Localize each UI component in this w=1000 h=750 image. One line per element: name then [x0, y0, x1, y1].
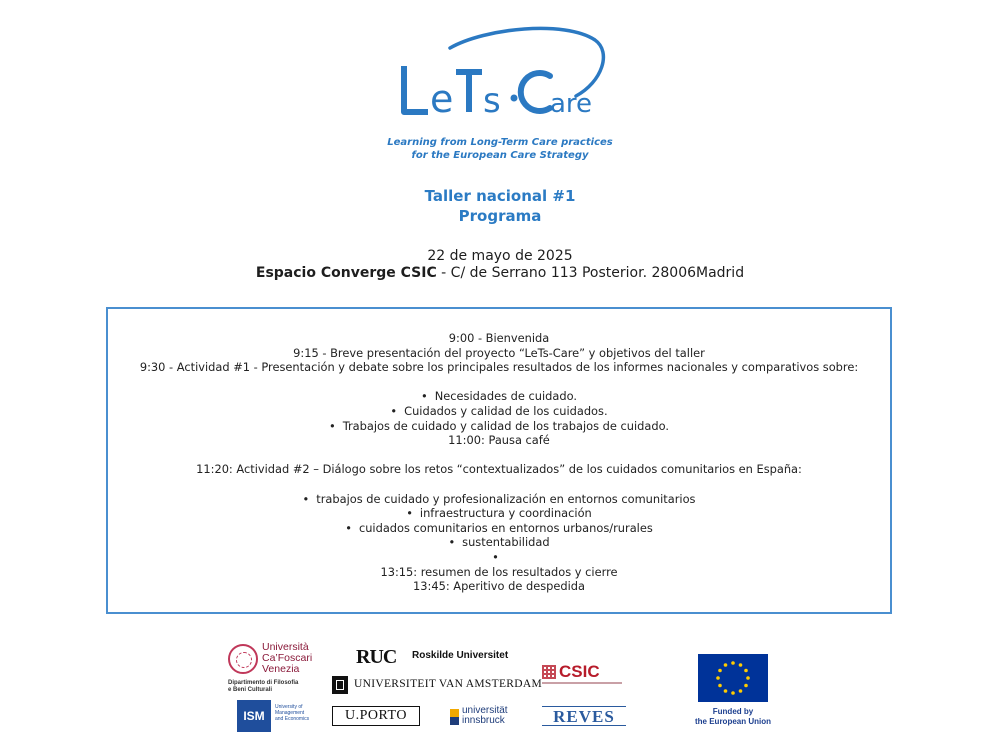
csic-grid-icon: [542, 665, 556, 679]
program-item-activity2: 11:20: Actividad #2 – Diálogo sobre los retos “contextualizados” de los cuidados comunitarios en España:: [196, 462, 802, 477]
csic-name: CSIC: [559, 662, 600, 681]
letscare-logo-mark: [390, 20, 610, 130]
activity2-bullet: • sustentabilidad: [108, 535, 890, 550]
reves-name: REVES: [542, 706, 626, 726]
svg-text:s: s: [483, 81, 501, 121]
cafoscari-name-line: Ca’Foscari: [262, 652, 313, 664]
cafoscari-dept-line: Dipartimento di Filosofia: [228, 680, 299, 686]
reves-logo: [542, 706, 626, 728]
program-item-welcome: 9:00 - Bienvenida: [448, 331, 550, 345]
letscare-logo: [0, 20, 1000, 165]
uporto-name: U.PORTO: [345, 708, 407, 723]
uva-name: UNIVERSITEIT VAN AMSTERDAM: [354, 678, 542, 690]
venue-name: Espacio Converge CSIC: [255, 265, 437, 281]
svg-text:are: are: [550, 89, 593, 119]
program-box: [106, 307, 892, 614]
cafoscari-dept-line: e Beni Culturali: [228, 687, 273, 693]
eu-caption-line: Funded by: [712, 707, 754, 716]
innsbruck-name-line: universität: [462, 705, 508, 716]
program-list: [108, 331, 890, 594]
ruc-logo: [356, 646, 516, 668]
program-item-coffee: 11:00: Pausa café: [448, 433, 550, 448]
event-date: 22 de mayo de 2025: [427, 248, 573, 264]
eu-caption-line: the European Union: [695, 717, 771, 726]
cafoscari-name-line: Venezia: [262, 663, 300, 675]
innsbruck-logo: [450, 706, 530, 732]
ruc-mark: RUC: [356, 646, 397, 668]
partner-logos: [0, 636, 1000, 746]
program-item-farewell: 13:45: Aperitivo de despedida: [413, 579, 585, 594]
logo-tagline-line2: for the European Care Strategy: [411, 150, 589, 161]
ism-text-line: University of: [275, 704, 303, 710]
ism-text-line: and Economics: [275, 716, 310, 722]
eu-flag-icon: [698, 654, 768, 702]
activity2-bullet: • infraestructura y coordinación: [108, 506, 890, 521]
ruc-name: Roskilde Universitet: [412, 650, 509, 661]
program-item-summary: 13:15: resumen de los resultados y cierre: [380, 564, 618, 579]
program-item-presentation: 9:15 - Breve presentación del proyecto “LeTs-Care” y objetivos del taller: [293, 345, 705, 360]
svg-text:e: e: [430, 77, 454, 121]
activity1-bullet: • Cuidados y calidad de los cuidados.: [108, 404, 890, 419]
eu-logo: [696, 654, 770, 748]
activity1-bullet: • Trabajos de cuidado y calidad de los trabajos de cuidado.: [108, 419, 890, 434]
activity1-bullet: • Necesidades de cuidado.: [108, 389, 890, 404]
innsbruck-name-line: innsbruck: [462, 715, 505, 726]
uva-emblem-icon: [332, 676, 348, 694]
activity2-bullet-empty: [108, 550, 890, 565]
csic-logo: [542, 662, 622, 688]
innsbruck-mark-icon: [450, 709, 459, 725]
program-item-activity1: 9:30 - Actividad #1 - Presentación y debate sobre los principales resultados de los informes nacionales y comparativos sobre:: [139, 360, 859, 375]
uva-logo: [332, 674, 542, 696]
logo-tagline-line1: Learning from Long-Term Care practices: [387, 137, 613, 148]
activity2-bullet: • cuidados comunitarios en entornos urbanos/rurales: [108, 521, 890, 536]
ism-mark: ISM: [237, 700, 271, 732]
workshop-title: Taller nacional #1: [424, 187, 576, 205]
program-subtitle: Programa: [458, 207, 542, 225]
ism-text-line: Management: [275, 710, 305, 716]
event-venue: [0, 264, 1000, 282]
uporto-logo: [332, 706, 422, 730]
venue-address: - C/ de Serrano 113 Posterior. 28006Madrid: [436, 265, 745, 281]
activity2-bullet: • trabajos de cuidado y profesionalización en entornos comunitarios: [108, 492, 890, 507]
cafoscari-name-line: Università: [262, 641, 309, 653]
ism-logo: [237, 700, 317, 736]
cafoscari-logo: [228, 642, 328, 694]
cafoscari-seal-icon: [228, 644, 258, 674]
